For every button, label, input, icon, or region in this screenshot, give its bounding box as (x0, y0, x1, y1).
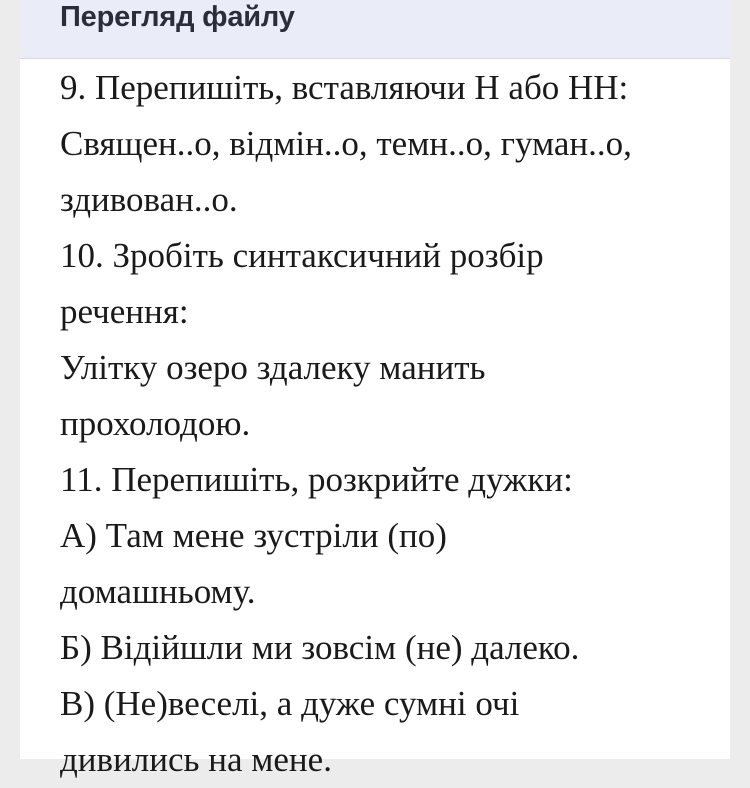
text-line: 9. Перепишіть, вставляючи Н або НН: (60, 68, 629, 107)
text-line: речення: (60, 292, 189, 331)
text-line: Улітку озеро здалеку манить (60, 348, 486, 387)
text-line: Б) Відійшли ми зовсім (не) далеко. (60, 628, 580, 667)
page-title: Перегляд файлу (60, 1, 295, 33)
file-content-area[interactable] (20, 59, 730, 779)
document-text (60, 60, 632, 788)
viewer-header (20, 0, 730, 59)
text-line: А) Там мене зустріли (по) (60, 516, 447, 555)
text-line: здивован..о. (60, 180, 238, 219)
text-line: дивились на мене. (60, 740, 332, 779)
text-line: домашньому. (60, 572, 256, 611)
text-line: 10. Зробіть синтаксичний розбір (60, 236, 544, 275)
text-line: Священ..о, відмін..о, темн..о, гуман..о, (60, 124, 632, 163)
text-line: прохолодою. (60, 404, 251, 443)
text-line: В) (Не)веселі, а дуже сумні очі (60, 684, 520, 723)
text-line: 11. Перепишіть, розкрийте дужки: (60, 460, 573, 499)
